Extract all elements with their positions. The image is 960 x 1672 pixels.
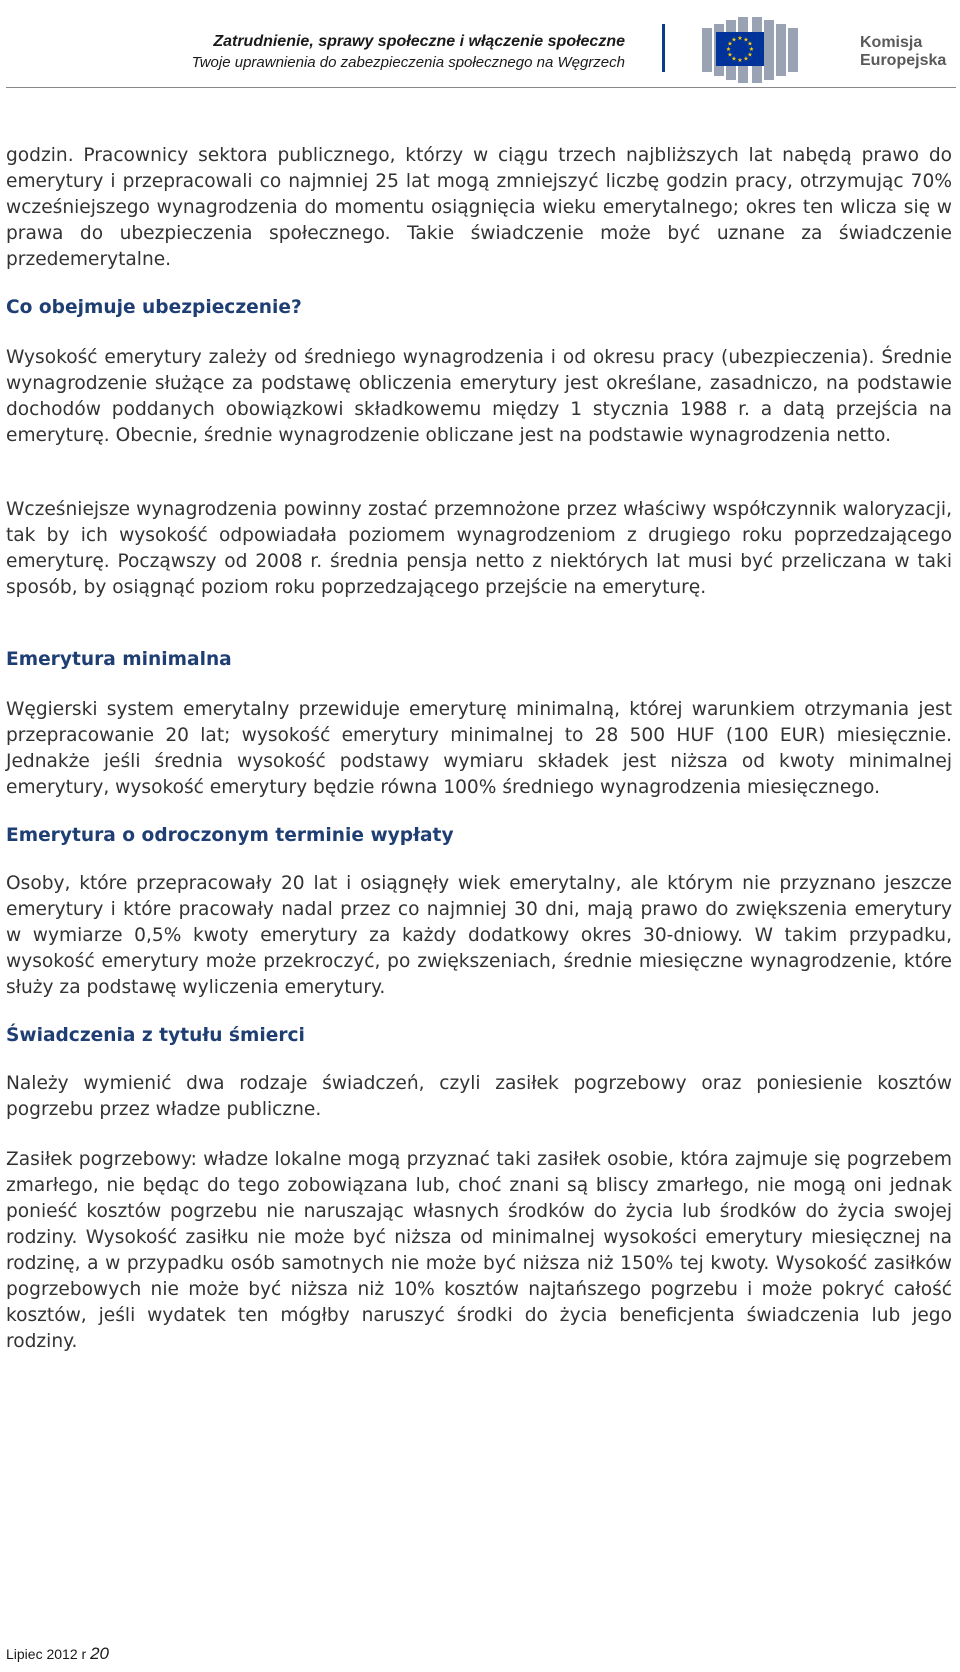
paragraph-valorization: Wcześniejsze wynagrodzenia powinny zostać przemnożone przez właściwy współczynnik waloryzacji, tak by ich wysokość odpowiadała poziomem wynagrodzeniom z drugiego roku poprzedzającego emeryturę. Począwszy od 2008 r. średnia pensja netto z niektórych lat musi być przeliczana w taki sposób, by osiągnąć poziom roku poprzedzającego przejście na emeryturę. — [6, 499, 952, 598]
document-body — [6, 143, 952, 1355]
svg-text:★: ★ — [747, 51, 753, 59]
logo-text-line2: Europejska — [860, 52, 947, 69]
heading-minimum-pension: Emerytura minimalna — [6, 649, 232, 670]
paragraph-intro: godzin. Pracownicy sektora publicznego, którzy w ciągu trzech najbliższych lat nabędą prawo do emerytury i przepracowali co najmniej 25 lat mogą zmniejszyć liczbę godzin pracy, otrzymując 70% wcześniejszego wynagrodzenia do momentu osiągnięcia wieku emerytalnego; okres ten wlicza się w prawa do ubezpieczenia społecznego. Takie świadczenie może być uznane za świadczenie przedemerytalne. — [6, 145, 952, 270]
logo-text-line1: Komisja — [860, 34, 923, 51]
header-title: Zatrudnienie, sprawy społeczne i włączenie społeczne — [213, 33, 625, 50]
svg-text:★: ★ — [748, 46, 755, 53]
svg-text:★: ★ — [747, 40, 753, 48]
svg-text:★: ★ — [725, 46, 732, 53]
logo-divider — [662, 24, 665, 72]
header-divider — [6, 87, 956, 88]
header-subtitle: Twoje uprawnienia do zabezpieczenia społecznego na Węgrzech — [191, 54, 625, 71]
page-number: 20 — [90, 1644, 109, 1663]
svg-text:★: ★ — [727, 40, 733, 48]
paragraph-funeral-allowance: Zasiłek pogrzebowy: władze lokalne mogą przyznać taki zasiłek osobie, która zajmuje się pogrzebem zmarłego, nie będąc do tego zobowiązana lub, choć znani są bliscy zmarłego, nie mogą oni jednak ponieść kosztów pogrzebu nie naruszając własnych środków do życia lub środków do życia swojej rodziny. Wysokość zasiłku nie może być niższa od minimalnej wysokości emerytury miesięcznej na rodzinę, a w przypadku osób samotnych nie może być niższa niż 150% tej kwoty. Wysokość zasiłków pogrzebowych nie może być niższa niż 10% kosztów najtańszego pogrzebu i może pokryć całość kosztów, jeśli wydatek ten mógłby naruszyć środki do życia beneficjenta świadczenia lub jego rodziny. — [6, 1149, 952, 1352]
svg-text:★: ★ — [743, 55, 749, 63]
paragraph-pension-amount: Wysokość emerytury zależy od średniego wynagrodzenia i od okresu pracy (ubezpieczenia). Średnie wynagrodzenie służące za podstawę obliczenia emerytury jest określane, zasadniczo, na podstawie dochodów poddanych obowiązkowi składkowemu między 1 stycznia 1988 r. a datą przejścia na emeryturę. Obecnie, średnie wynagrodzenie obliczane jest na podstawie wynagrodzenia netto. — [6, 347, 952, 446]
paragraph-deferred-pension: Osoby, które przepracowały 20 lat i osiągnęły wiek emerytalny, ale którym nie przyznano jeszcze emerytury i które pracowały nadal przez co najmniej 30 dni, mają prawo do zwiększenia emerytury w wymiarze 0,5% kwoty emerytury za każdy dodatkowy okres 30-dniowy. W takim przypadku, wysokość emerytury może przekroczyć, po zwiększeniach, średnie miesięczne wynagrodzenie, które służy za podstawę wyliczenia emerytury. — [6, 873, 952, 998]
heading-death-benefits: Świadczenia z tytułu śmierci — [6, 1025, 305, 1046]
paragraph-minimum-pension: Węgierski system emerytalny przewiduje emeryturę minimalną, której warunkiem otrzymania jest przepracowanie 20 lat; wysokość emerytury minimalnej to 28 500 HUF (100 EUR) miesięcznie. Jednakże jeśli średnia wysokość podstawy wymiaru składek jest niższa od kwoty minimalnej emerytury, wysokość emerytury będzie równa 100% średniego wynagrodzenia miesięcznego. — [6, 699, 952, 798]
page-header — [0, 0, 960, 90]
svg-text:★: ★ — [731, 55, 737, 63]
svg-text:★: ★ — [731, 36, 737, 44]
logo-text — [860, 34, 946, 70]
footer-date: Lipiec 2012 r — [6, 1646, 87, 1662]
svg-text:★: ★ — [737, 57, 743, 64]
svg-text:★: ★ — [737, 35, 743, 42]
heading-deferred-pension: Emerytura o odroczonym terminie wypłaty — [6, 825, 454, 846]
page-footer — [6, 1644, 109, 1664]
heading-coverage: Co obejmuje ubezpieczenie? — [6, 297, 302, 318]
svg-text:★: ★ — [727, 51, 733, 59]
paragraph-death-benefit-types: Należy wymienić dwa rodzaje świadczeń, czyli zasiłek pogrzebowy oraz poniesienie kosztów pogrzebu przez władze publiczne. — [6, 1073, 952, 1120]
svg-text:★: ★ — [743, 36, 749, 44]
european-commission-logo-icon — [700, 16, 800, 84]
